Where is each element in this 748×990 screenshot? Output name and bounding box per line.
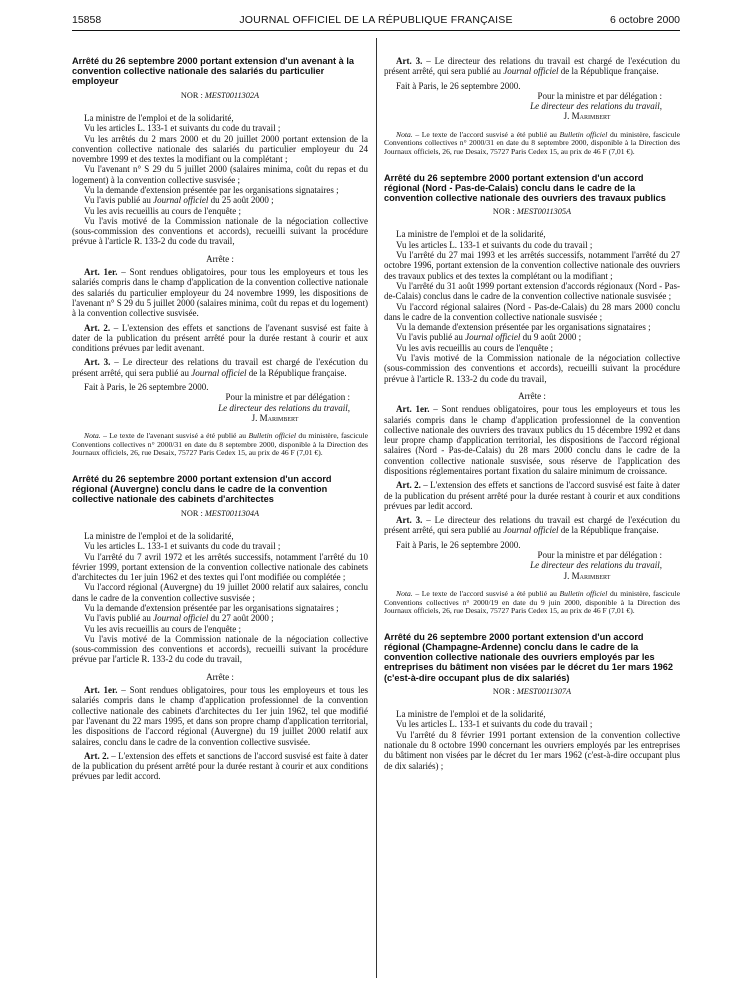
- paragraph: Vu l'arrêté du 31 août 1999 portant extension d'accords régionaux (Nord - Pas-de-Calais) conclus dans le cadre de la convention collective nationale susvisée ;: [384, 280, 680, 302]
- nota: Nota. – Le texte de l'accord susvisé a été publié au Bulletin officiel du ministère, fascicule Conventions collectives n° 2000/19 en date du 9 juin 2000, disponible à la Direction des Journaux officiels, 26, rue Desaix, 75727 Paris Cedex 15, au prix de 46 F (7,01 €).: [384, 588, 680, 616]
- nor-code: MEST0011307A: [516, 686, 572, 696]
- nota: Nota. – Le texte de l'avenant susvisé a été publié au Bulletin officiel du ministère, fascicule Conventions collectives n° 2000/31 en date du 8 septembre 2000, disponible à la Direction des Journaux officiels, 26, rue Desaix, 75727 Paris Cedex 15, au prix de 46 F (7,01 €).: [72, 431, 368, 458]
- article-3: Art. 3. – Le directeur des relations du travail est chargé de l'exécution du présent arrêté, qui sera publié au Journal officiel de la République française.: [384, 515, 680, 536]
- left-column: [72, 38, 368, 782]
- article-1: Art. 1er. – Sont rendues obligatoires, pour tous les employeurs et tous les salariés compris dans le champ d'application professionnel de la convention collective nationale des ouvriers des travaux publics du 15 décembre 1992 et dans leur propre champ d'application territorial, les dispositions de l'accord régional salaires (Nord - Pas-de-Calais) du 28 mars 2000 conclu dans le cadre de la convention collective nationale susvisée, sous réserve de l'application des dispositions réglementaires portant fixation du salaire minimum de croissance.: [384, 404, 681, 476]
- signature-name: J. Marimbert: [563, 570, 611, 581]
- arrete-heading: Arrête :: [518, 390, 546, 401]
- issue-date: 6 octobre 2000: [609, 14, 680, 26]
- nor-reference: NOR : MEST0011304A: [180, 508, 260, 518]
- signature-role: Le directeur des relations du travail,: [530, 560, 662, 571]
- place-date: Fait à Paris, le 26 septembre 2000.: [84, 382, 209, 393]
- paragraph: Vu les articles L. 133-1 et suivants du code du travail ;: [84, 541, 281, 552]
- nor-code: MEST0011305A: [516, 207, 572, 217]
- signature-role: Le directeur des relations du travail,: [218, 402, 350, 413]
- nor-code: MEST0011302A: [204, 90, 260, 100]
- article-3: Art. 3. – Le directeur des relations du travail est chargé de l'exécution du présent arrêté, qui sera publié au Journal officiel de la République française.: [384, 56, 680, 77]
- paragraph: Vu les arrêtés du 2 mars 2000 et du 20 juillet 2000 portant extension de la convention collective nationale des salariés du particulier employeur du 24 novembre 1999 et des textes la modifiant ou la complétant ;: [72, 133, 368, 165]
- paragraph: La ministre de l'emploi et de la solidarité,: [396, 709, 546, 720]
- paragraph: Vu les avis recueillis au cours de l'enquête ;: [396, 342, 554, 353]
- paragraph: Vu l'avis motivé de la Commission nationale de la négociation collective (sous-commission des conventions et accords), recueilli suivant la procédure prévue à l'article R. 133-2 du code du travail,: [72, 215, 368, 247]
- nota: Nota. – Le texte de l'accord susvisé a été publié au Bulletin officiel du ministère, fascicule Conventions collectives n° 2000/31 en date du 8 septembre 2000, disponible à la Direction des Journaux officiels, 26, rue Desaix, 75727 Paris Cedex 15, au prix de 46 F (7,01 €).: [384, 129, 680, 156]
- article-2: Art. 2. – L'extension des effets et sanctions de l'accord susvisé est faite à dater de la publication du présent arrêté pour la durée restant à courir et aux conditions prévues par ledit accord.: [72, 750, 368, 782]
- place-date: Fait à Paris, le 26 septembre 2000.: [396, 539, 521, 550]
- paragraph: Vu l'accord régional (Auvergne) du 19 juillet 2000 relatif aux salaires, conclu dans le cadre de la convention collective susvisée ;: [72, 582, 368, 603]
- paragraph: Vu l'arrêté du 27 mai 1993 et les arrêtés successifs, notamment l'arrêté du 27 octobre 1996, portant extension de la convention collective nationale des ouvriers des travaux publics et des textes la complétant ou la modifiant ;: [384, 250, 680, 281]
- article-title: Arrêté du 26 septembre 2000 portant extension d'un avenant à la convention collective nationale des salariés du particulier employeur: [72, 56, 354, 87]
- paragraph: Vu l'arrêté du 8 février 1991 portant extension de la convention collective nationale du 8 octobre 1990 concernant les ouvriers employés par les entreprises du bâtiment non visées par le décret du 1er mars 1962 (c'est-à-dire occupant plus de dix salariés) ;: [384, 729, 680, 771]
- article-title: Arrêté du 26 septembre 2000 portant extension d'un accord régional (Auvergne) conclu dans le cadre de la convention collective nationale des cabinets d'architectes: [72, 474, 332, 505]
- paragraph: Vu l'avis publié au Journal officiel du 25 août 2000 ;: [84, 195, 274, 206]
- nor-reference: NOR : MEST0011305A: [492, 207, 572, 217]
- arrete-heading: Arrête :: [206, 671, 234, 682]
- nor-reference: NOR : MEST0011302A: [180, 90, 260, 100]
- article-title: Arrêté du 26 septembre 2000 portant extension d'un accord régional (Nord - Pas-de-Calais) conclu dans le cadre de la convention collective nationale des ouvriers des travaux publics: [384, 172, 666, 203]
- signature-name: J. Marimbert: [251, 412, 299, 423]
- right-column: [384, 38, 680, 771]
- paragraph: Vu la demande d'extension présentée par les organisations signataires ;: [396, 322, 651, 333]
- paragraph: La ministre de l'emploi et de la solidarité,: [84, 530, 234, 541]
- paragraph: Vu l'arrêté du 7 avril 1972 et les arrêtés successifs, notamment l'arrêté du 10 février 1999, portant extension de la convention collective nationale des cabinets d'architectes du 1er juin 1962 et des textes qui l'ont modifiée ou complétée ;: [72, 551, 368, 583]
- article-2: Art. 2. – L'extension des effets et sanctions de l'accord susvisé est faite à dater de la publication du présent arrêté pour la durée restant à courir et aux conditions prévues par ledit accord.: [384, 480, 680, 511]
- article-3: Art. 3. – Le directeur des relations du travail est chargé de l'exécution du présent arrêté, qui sera publié au Journal officiel de la République française.: [72, 357, 368, 378]
- paragraph: Vu les articles L. 133-1 et suivants du code du travail ;: [84, 123, 281, 134]
- paragraph: Vu l'avis publié au Journal officiel du 9 août 2000 ;: [396, 332, 582, 343]
- paragraph: Vu les avis recueillis au cours de l'enquête ;: [84, 623, 242, 634]
- paragraph: Vu les articles L. 133-1 et suivants du code du travail ;: [396, 239, 593, 250]
- article-1: Art. 1er. – Sont rendues obligatoires, pour tous les employeurs et tous les salariés compris dans le champ d'application professionnel de la convention collective nationale des cabinets d'architectes du 1er juin 1962, tel que modifié par l'avenant du 22 mars 1995, et dans son propre champ d'application territorial, les dispositions de l'accord régional (Auvergne) du 19 juillet 2000 relatif aux salaires, conclu dans le cadre de la convention collective susvisée.: [72, 685, 369, 747]
- nor-code: MEST0011304A: [204, 508, 260, 518]
- column-divider: [376, 38, 377, 978]
- page-number: 15858: [72, 14, 102, 26]
- paragraph: Vu l'avis motivé de la Commission nationale de la négociation collective (sous-commission des conventions et accords), recueilli suivant la procédure prévue par l'article R. 133-2 du code du travail,: [72, 633, 368, 665]
- paragraph: Vu l'accord régional salaires (Nord - Pas-de-Calais) du 28 mars 2000 conclu dans le cadre de la convention collective nationale susvisée ;: [384, 301, 680, 322]
- paragraph: Vu l'avenant n° S 29 du 5 juillet 2000 (salaires minima, coût du repas et du logement) à la convention collective susvisée ;: [72, 164, 368, 185]
- signature-delegation: Pour la ministre et par délégation :: [537, 90, 662, 101]
- paragraph: La ministre de l'emploi et de la solidarité,: [84, 112, 234, 123]
- article-2: Art. 2. – L'extension des effets et sanctions de l'avenant susvisé est faite à dater de la publication du présent arrêté pour la durée restant à courir et aux conditions prévues par ledit avenant.: [72, 322, 368, 354]
- signature-delegation: Pour la ministre et par délégation :: [537, 550, 662, 561]
- paragraph: Vu la demande d'extension présentée par les organisations signataires ;: [84, 184, 339, 195]
- paragraph: Vu les avis recueillis au cours de l'enquête ;: [84, 205, 242, 216]
- signature-delegation: Pour la ministre et par délégation :: [225, 392, 350, 403]
- arrete-heading: Arrête :: [206, 253, 234, 264]
- journal-title: JOURNAL OFFICIEL DE LA RÉPUBLIQUE FRANÇAISE: [239, 14, 513, 26]
- place-date: Fait à Paris, le 26 septembre 2000.: [396, 80, 521, 91]
- article-title: Arrêté du 26 septembre 2000 portant extension d'un accord régional (Champagne-Ardenne) conclu dans le cadre de la convention collective nationale des ouvriers employés par les entreprises du bâtiment non visées par le décret du 1er mars 1962 (c'est-à-dire occupant plus de dix salariés): [384, 631, 674, 683]
- nor-reference: NOR : MEST0011307A: [492, 686, 572, 696]
- paragraph: La ministre de l'emploi et de la solidarité,: [396, 229, 546, 240]
- header-rule: [72, 30, 680, 31]
- paragraph: Vu l'avis motivé de la Commission nationale de la négociation collective (sous-commission des conventions et accords), recueilli suivant la procédure prévue à l'article R. 133-2 du code du travail,: [384, 353, 680, 384]
- signature-name: J. Marimbert: [563, 111, 611, 122]
- paragraph: Vu la demande d'extension présentée par les organisations signataires ;: [84, 602, 339, 613]
- paragraph: Vu l'avis publié au Journal officiel du 27 août 2000 ;: [84, 613, 274, 624]
- signature-role: Le directeur des relations du travail,: [530, 101, 662, 112]
- article-1: Art. 1er. – Sont rendues obligatoires, pour tous les employeurs et tous les salariés compris dans le champ d'application de la convention collective nationale des salariés du particulier employeur du 24 novembre 1999, les dispositions de l'avenant n° S 29 du 5 juillet 2000 (salaires minima, coût du repas et du logement) à la convention collective susvisée.: [72, 267, 369, 319]
- page-header: [72, 14, 680, 28]
- paragraph: Vu les articles L. 133-1 et suivants du code du travail ;: [396, 719, 593, 730]
